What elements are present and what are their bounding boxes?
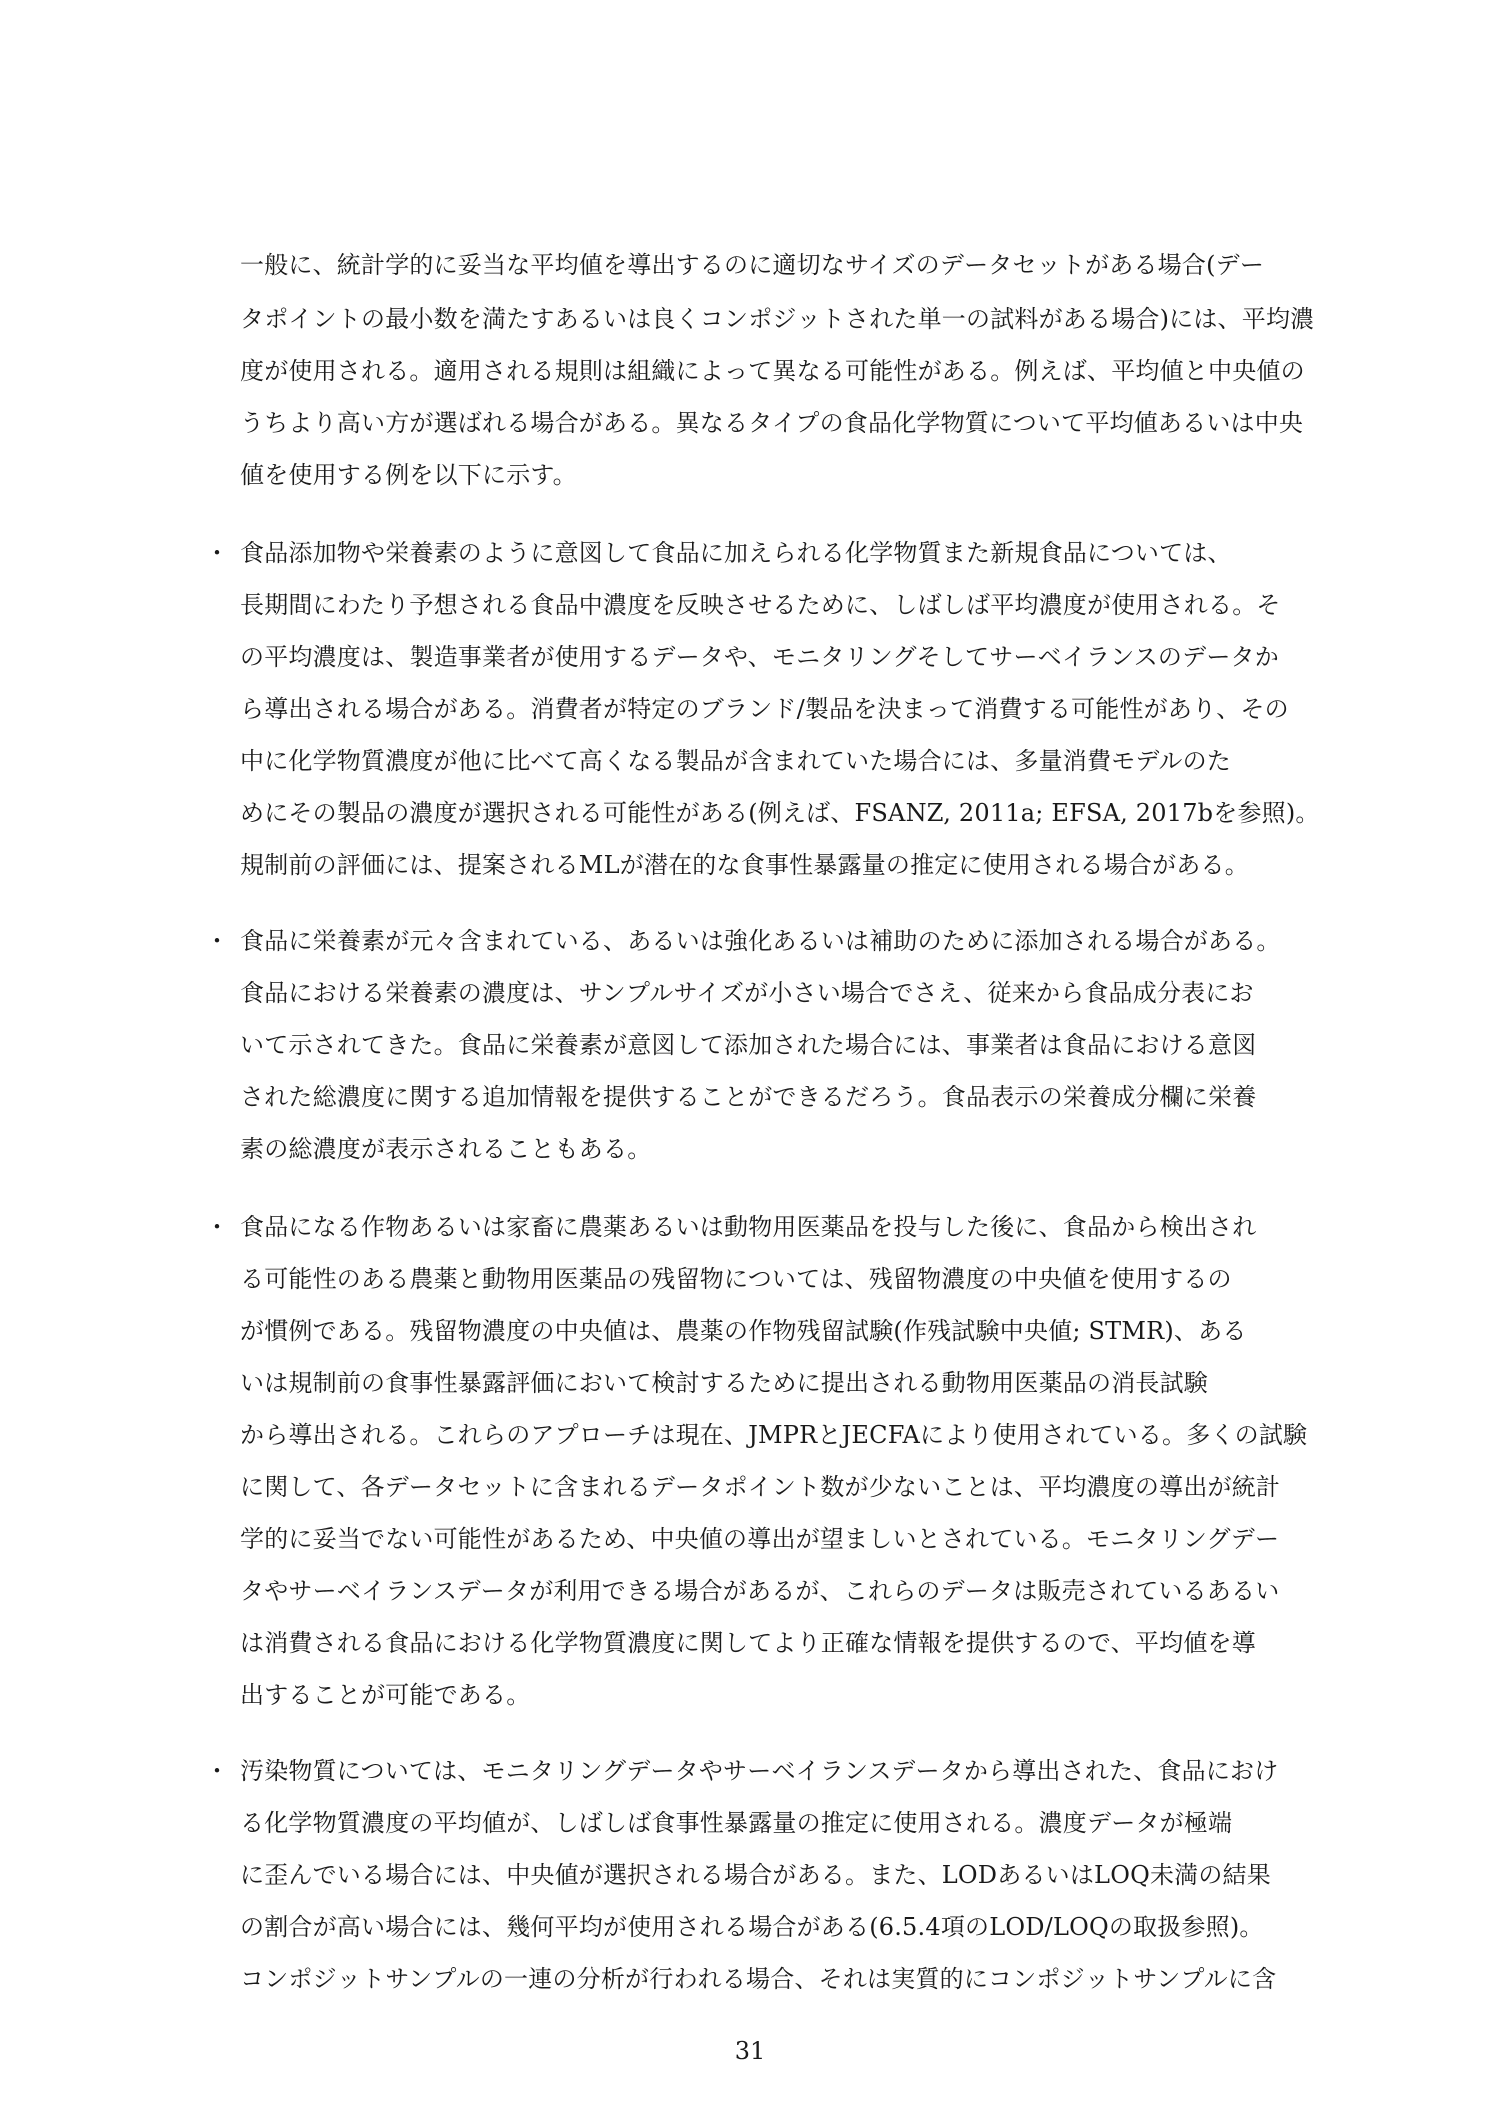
bullet-line: 汚染物質については、モニタリングデータやサーベイランスデータから導出された、食品におけ (240, 1757, 1279, 1785)
bullet-line: の平均濃度は、製造事業者が使用するデータや、モニタリングそしてサーベイランスのデータか (240, 643, 1279, 671)
bullet-line: から導出される。これらのアプローチは現在、JMPRとJECFAにより使用されている。多くの試験 (240, 1421, 1308, 1449)
bullet-line: る可能性のある農薬と動物用医薬品の残留物については、残留物濃度の中央値を使用するの (240, 1265, 1232, 1293)
bullet-marker: ・ (205, 539, 229, 567)
bullet-line: コンポジットサンプルの一連の分析が行われる場合、それは実質的にコンポジットサンプルに含 (240, 1965, 1277, 1993)
bullet-line: いは規制前の食事性暴露評価において検討するために提出される動物用医薬品の消長試験 (240, 1369, 1208, 1397)
bullet-line: に歪んでいる場合には、中央値が選択される場合がある。また、LODあるいはLOQ未満の結果 (240, 1861, 1271, 1889)
bullet-line: 中に化学物質濃度が他に比べて高くなる製品が含まれていた場合には、多量消費モデルのた (240, 747, 1231, 775)
page-number: 31 (734, 2037, 766, 2065)
bullet-line: の割合が高い場合には、幾何平均が使用される場合がある(6.5.4項のLOD/LOQの取扱参照)。 (240, 1913, 1264, 1941)
bullet-line: 出することが可能である。 (240, 1681, 531, 1709)
bullet-marker: ・ (205, 1757, 229, 1785)
bullet-line: 食品になる作物あるいは家畜に農薬あるいは動物用医薬品を投与した後に、食品から検出され (240, 1213, 1257, 1241)
intro-line: タポイントの最小数を満たすあるいは良くコンポジットされた単一の試料がある場合)には、平均濃 (240, 305, 1315, 333)
bullet-line: 食品添加物や栄養素のように意図して食品に加えられる化学物質また新規食品については、 (240, 539, 1232, 567)
bullet-line: いて示されてきた。食品に栄養素が意図して添加された場合には、事業者は食品における意図 (240, 1031, 1257, 1059)
bullet-marker: ・ (205, 927, 229, 955)
bullet-line: された総濃度に関する追加情報を提供することができるだろう。食品表示の栄養成分欄に栄養 (240, 1083, 1257, 1111)
bullet-line: は消費される食品における化学物質濃度に関してより正確な情報を提供するので、平均値を導 (240, 1629, 1256, 1657)
bullet-line: 長期間にわたり予想される食品中濃度を反映させるために、しばしば平均濃度が使用される。そ (240, 591, 1281, 619)
bullet-line: 食品における栄養素の濃度は、サンプルサイズが小さい場合でさえ、従来から食品成分表にお (240, 979, 1254, 1007)
bullet-line: めにその製品の濃度が選択される可能性がある(例えば、FSANZ, 2011a; EFSA, 2017bを参照)。 (240, 799, 1320, 827)
bullet-line: る化学物質濃度の平均値が、しばしば食事性暴露量の推定に使用される。濃度データが極端 (240, 1809, 1233, 1837)
bullet-line: ら導出される場合がある。消費者が特定のブランド/製品を決まって消費する可能性があり、その (240, 695, 1289, 723)
bullet-line: 規制前の評価には、提案されるMLが潜在的な食事性暴露量の推定に使用される場合がある。 (240, 851, 1249, 879)
bullet-line: 学的に妥当でない可能性があるため、中央値の導出が望ましいとされている。モニタリングデー (240, 1525, 1280, 1553)
bullet-marker: ・ (205, 1213, 229, 1241)
bullet-line: が慣例である。残留物濃度の中央値は、農薬の作物残留試験(作残試験中央値; STMR)、ある (240, 1317, 1247, 1345)
bullet-line: に関して、各データセットに含まれるデータポイント数が少ないことは、平均濃度の導出が統計 (240, 1473, 1281, 1501)
intro-line: うちより高い方が選ばれる場合がある。異なるタイプの食品化学物質について平均値あるいは中央 (240, 409, 1304, 437)
bullet-line: 素の総濃度が表示されることもある。 (240, 1135, 652, 1163)
intro-line: 度が使用される。適用される規則は組織によって異なる可能性がある。例えば、平均値と中央値の (240, 357, 1305, 385)
bullet-line: タやサーベイランスデータが利用できる場合があるが、これらのデータは販売されているあるい (240, 1577, 1280, 1605)
intro-line: 一般に、統計学的に妥当な平均値を導出するのに適切なサイズのデータセットがある場合(デー (240, 251, 1265, 279)
bullet-line: 食品に栄養素が元々含まれている、あるいは強化あるいは補助のために添加される場合がある。 (240, 927, 1281, 955)
intro-line: 値を使用する例を以下に示す。 (240, 461, 577, 489)
